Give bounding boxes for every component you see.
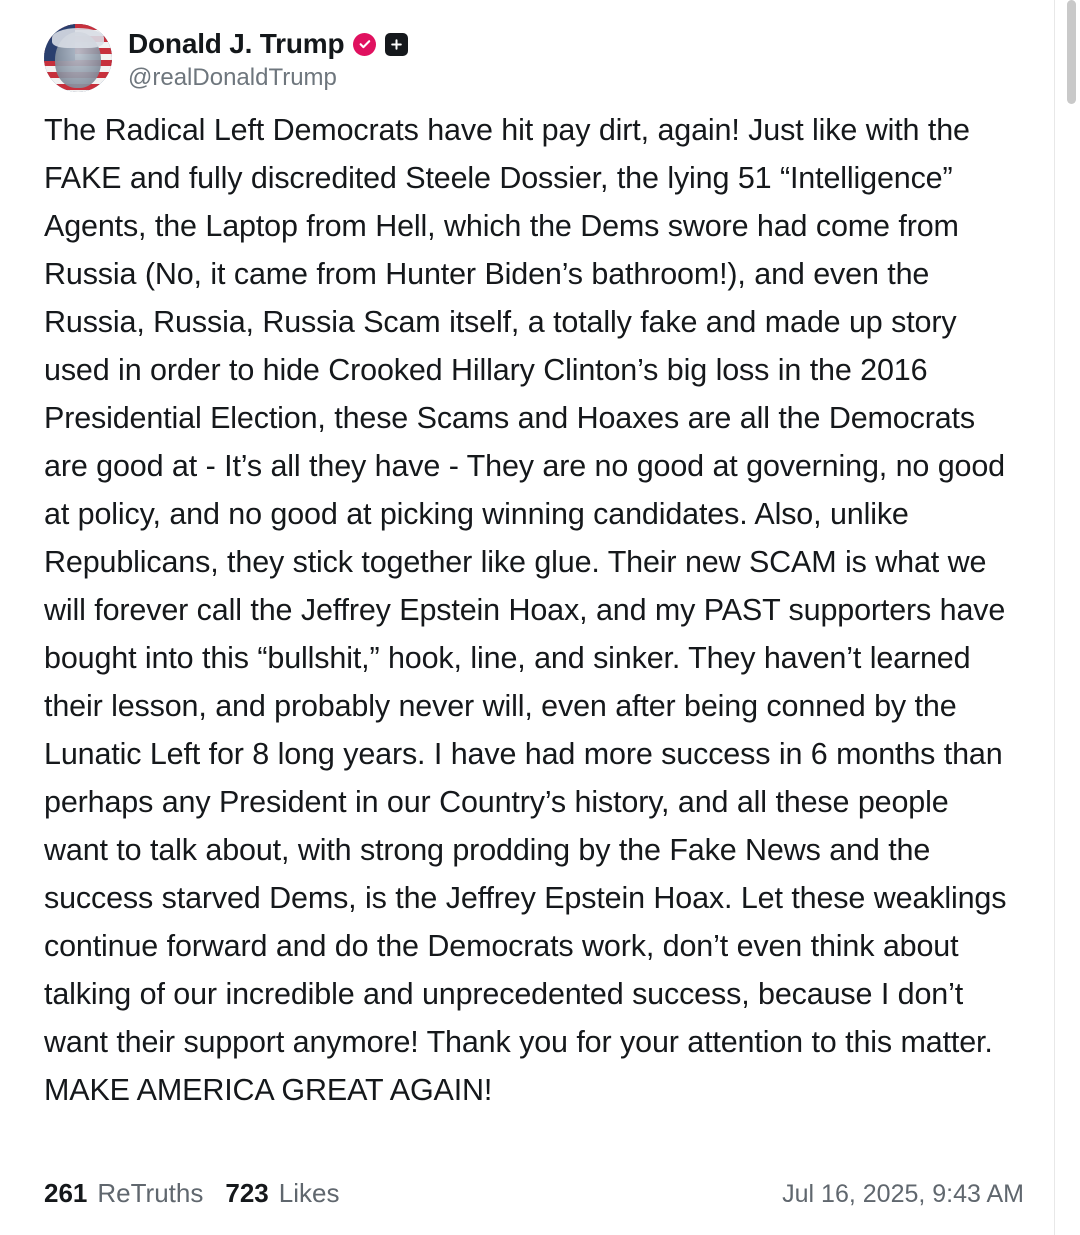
retruths-label[interactable]: ReTruths (97, 1178, 204, 1208)
post-header (22, 18, 1032, 92)
verified-check-icon (353, 33, 376, 56)
likes-count: 723 (225, 1178, 269, 1208)
scrollbar-thumb[interactable] (1067, 0, 1076, 104)
post-text: The Radical Left Democrats have hit pay dirt, again! Just like with the FAKE and fully discredited Steele Dossier, the lying 51 “Intelligence” Agents, the Laptop from Hell, which the Dems swore had come from Russia (No, it came from Hunter Biden’s bathroom!), and even the Russia, Russia, Russia Scam itself, a totally fake and made up story used in order to hide Crooked Hillary Clinton’s big loss in the 2016 Presidential Election, these Scams and Hoaxes are all the Democrats are good at - It’s all they have - They are no good at governing, no good at policy, and no good at picking winning candidates. Also, unlike Republicans, they stick together like glue. Their new SCAM is what we will forever call the Jeffrey Epstein Hoax, and my PAST supporters have bought into this “bullshit,” hook, line, and sinker. They haven’t learned their lesson, and probably never will, even after being conned by the Lunatic Left for 8 long years. I have had more success in 6 months than perhaps any President in our Country’s history, and all these people want to talk about, with strong prodding by the Fake News and the success starved Dems, is the Jeffrey Epstein Hoax. Let these weaklings continue forward and do the Democrats work, don’t even think about talking of our incredible and unprecedented success, because I don’t want their support anymore! Thank you for your attention to this matter. MAKE AMERICA GREAT AGAIN! (44, 113, 1007, 1107)
plus-badge-icon (385, 33, 408, 56)
likes-label[interactable]: Likes (278, 1178, 340, 1208)
author-name-row (128, 28, 408, 60)
hair-icon (52, 28, 104, 48)
post-stats (44, 1178, 351, 1209)
retruths-count: 261 (44, 1178, 88, 1208)
post-timestamp: Jul 16, 2025, 9:43 AM (782, 1180, 1024, 1208)
author-name-block (128, 24, 408, 92)
avatar[interactable] (44, 24, 112, 92)
scrollbar-track[interactable] (1054, 0, 1080, 1235)
author-display-name[interactable]: Donald J. Trump (128, 28, 345, 59)
post-footer (22, 1178, 1032, 1209)
author-handle[interactable]: @realDonaldTrump (128, 64, 337, 91)
